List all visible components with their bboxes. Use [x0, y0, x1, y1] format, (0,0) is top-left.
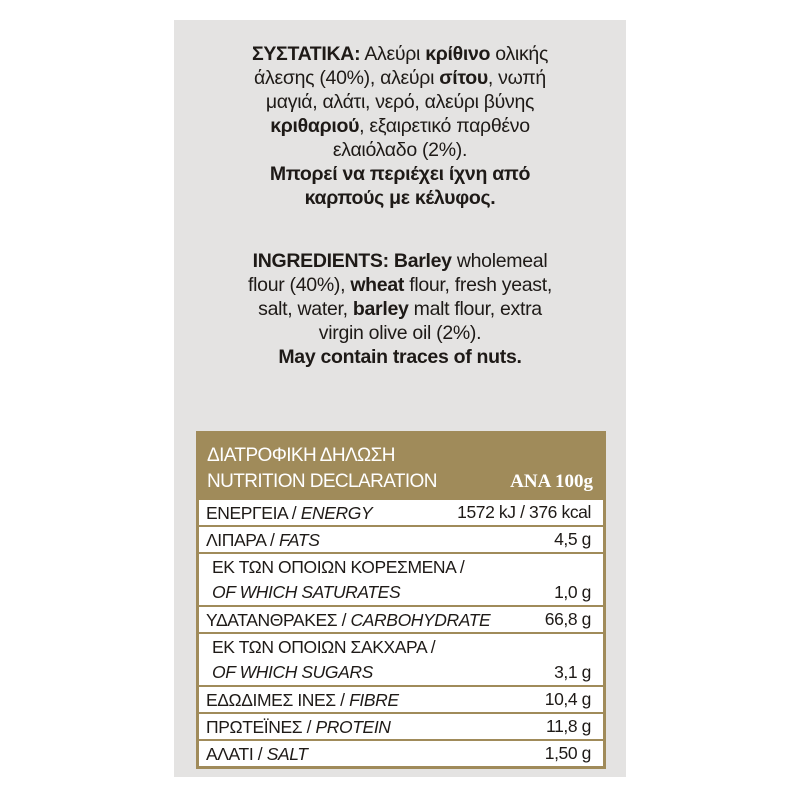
nutrient-label: [206, 530, 319, 551]
greek-ingredients: [174, 42, 626, 210]
nutrient-label: [206, 717, 391, 738]
english-ingredients: [174, 249, 626, 369]
text-fragment-bold: καρπούς με κέλυφος.: [304, 187, 496, 209]
text-fragment-bold: Barley: [393, 250, 452, 272]
english-ingredients-heading: INGREDIENTS:: [252, 250, 389, 272]
nutrient-value: 4,5 g: [554, 529, 591, 549]
text-fragment: wholemeal: [451, 250, 548, 272]
nutrient-value: 3,1 g: [554, 662, 591, 682]
english-line-4: virgin olive oil (2%).: [318, 322, 482, 344]
nutrient-greek: ΑΛΑΤΙ /: [206, 744, 267, 764]
nutrient-english: OF WHICH SUGARS: [212, 662, 373, 682]
nutrient-english: PROTEIN: [315, 717, 391, 737]
text-fragment-bold: κρίθινο: [425, 43, 491, 65]
text-fragment-bold: σίτου: [439, 67, 488, 89]
nutrition-header-english: NUTRITION DECLARATION: [207, 471, 437, 492]
text-fragment: flour (40%),: [248, 274, 351, 296]
nutrient-greek: ΛΙΠΑΡΑ /: [206, 530, 279, 550]
english-allergen: [174, 345, 626, 369]
nutrient-greek: ΠΡΩΤΕΪΝΕΣ /: [206, 717, 316, 737]
text-fragment: ολικής: [490, 43, 549, 65]
nutrient-english: SALT: [266, 744, 308, 764]
text-fragment: flour, fresh yeast,: [404, 274, 552, 296]
nutrient-value: 66,8 g: [544, 609, 591, 629]
text-fragment-bold: May contain traces of nuts.: [278, 346, 522, 368]
nutrient-label: [206, 744, 308, 765]
nutrition-header-greek: ΔΙΑΤΡΟΦΙΚΗ ΔΗΛΩΣΗ: [207, 445, 395, 466]
greek-allergen-1: [174, 162, 626, 186]
text-fragment: malt flour, extra: [408, 298, 542, 320]
greek-line-1: [174, 42, 626, 66]
greek-line-4: [174, 114, 626, 138]
nutrient-english: FIBRE: [349, 690, 399, 710]
nutrition-table: [196, 431, 606, 769]
nutrition-per-100g: ΑΝΑ 100g: [510, 471, 593, 492]
nutrition-row-fibre: [199, 685, 603, 712]
text-fragment: , νωπή: [487, 67, 546, 89]
nutrient-value: 1,50 g: [544, 743, 591, 763]
nutrient-label: [206, 690, 399, 711]
nutrient-greek: ΕΚ ΤΩΝ ΟΠΟΙΩΝ ΚΟΡΕΣΜΕΝΑ /: [212, 557, 465, 577]
text-fragment: , εξαιρετικό παρθένο: [359, 115, 530, 137]
english-line-2: [174, 273, 626, 297]
nutrition-row-sugars: [199, 632, 603, 685]
text-fragment-bold: κριθαριού: [270, 115, 360, 137]
text-fragment-bold: wheat: [350, 274, 405, 296]
nutrition-row-salt: [199, 739, 603, 766]
text-fragment-bold: Μπορεί να περιέχει ίχνη από: [269, 163, 531, 185]
nutrient-label: [206, 610, 490, 631]
nutrient-label: [206, 635, 435, 685]
nutrient-english: OF WHICH SATURATES: [212, 582, 401, 602]
nutrition-row-fats: [199, 525, 603, 552]
nutrient-value: 10,4 g: [544, 689, 591, 709]
nutrition-row-protein: [199, 712, 603, 739]
text-fragment-bold: barley: [352, 298, 409, 320]
nutrient-value: 1,0 g: [554, 582, 591, 602]
greek-line-2: [174, 66, 626, 90]
nutrient-greek: ΕΚ ΤΩΝ ΟΠΟΙΩΝ ΣΑΚΧΑΡΑ /: [212, 637, 436, 657]
text-fragment: Αλεύρι: [360, 43, 426, 65]
nutrition-table-header: [199, 434, 603, 500]
text-fragment: άλεσης (40%), αλεύρι: [254, 67, 440, 89]
nutrient-value: 11,8 g: [546, 716, 591, 736]
nutrition-row-saturates: [199, 552, 603, 605]
nutrition-row-energy: [199, 500, 603, 525]
english-line-1: [174, 249, 626, 273]
nutrient-value: 1572 kJ / 376 kcal: [457, 502, 591, 522]
nutrient-label: [206, 555, 464, 605]
nutrient-label: [206, 503, 372, 524]
text-fragment: salt, water,: [258, 298, 353, 320]
greek-ingredients-heading: ΣΥΣΤΑΤΙΚΑ:: [251, 43, 361, 65]
nutrition-rows: [199, 500, 603, 766]
nutrient-greek: ΕΔΩΔΙΜΕΣ ΙΝΕΣ /: [206, 690, 350, 710]
greek-line-3: μαγιά, αλάτι, νερό, αλεύρι βύνης: [265, 91, 535, 113]
nutrient-english: ENERGY: [300, 503, 373, 523]
nutrient-english: CARBOHYDRATE: [350, 610, 491, 630]
nutrient-english: FATS: [278, 530, 320, 550]
greek-allergen-2: [174, 186, 626, 210]
greek-line-5: ελαιόλαδο (2%).: [332, 139, 468, 161]
nutrition-row-carbohydrate: [199, 605, 603, 632]
nutrient-greek: ΥΔΑΤΑΝΘΡΑΚΕΣ /: [206, 610, 351, 630]
english-line-3: [174, 297, 626, 321]
nutrient-greek: ΕΝΕΡΓΕΙΑ /: [206, 503, 301, 523]
label-panel: [174, 20, 626, 777]
